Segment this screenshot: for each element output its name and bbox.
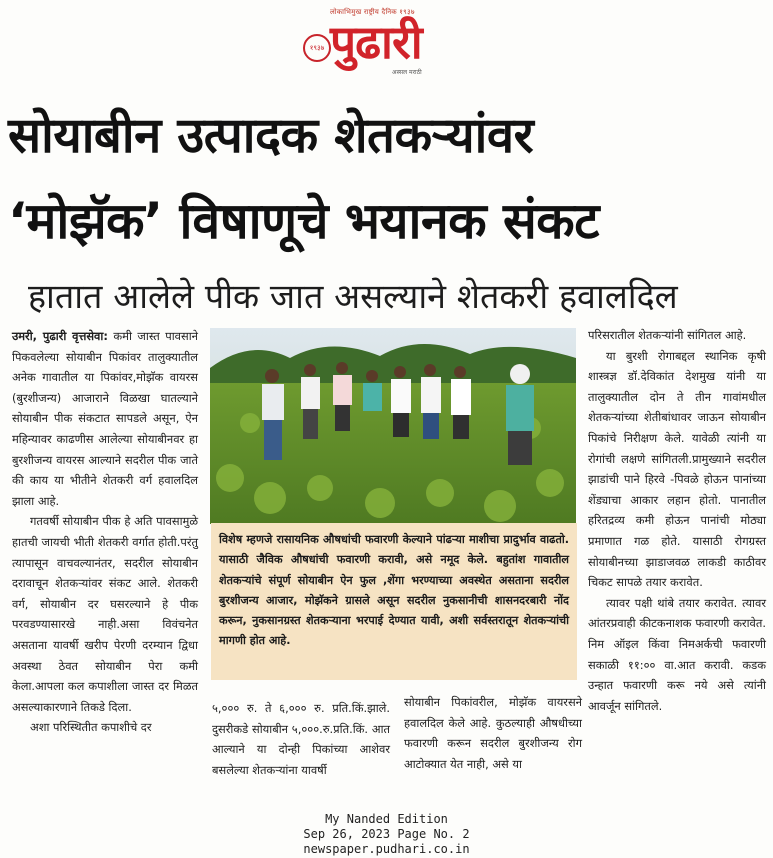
column-3-text: सोयाबीन पिकांवरील, मोझॅक वायरसने हवालदिल केले आहे. कुठल्याही औषधीच्या फवारणी करून सदरील बुरशीजन्य रोग आटोक्यात येत नाही, असे या bbox=[404, 695, 582, 771]
edition-url[interactable]: newspaper.pudhari.co.in bbox=[303, 842, 470, 856]
column-4-paragraph-3: त्यावर पक्षी थांबे तयार करावेत. त्यावर आंतरप्रवाही कीटकनाशक फवारणी करावेत. निम ऑइल किंवा निमअर्कची फवारणी सकाळी ११:०० वा.आत करावी. कडक उन्हात फवारणी करू नये असे त्यांनी आवर्जून सांगितले. bbox=[588, 595, 766, 713]
paragraph-3: अशा परिस्थितीत कपाशीचे दर bbox=[30, 720, 152, 735]
field-inspection-photo bbox=[210, 328, 576, 524]
article-column-3 bbox=[404, 692, 582, 774]
article-column-1 bbox=[12, 326, 198, 738]
masthead-tagline: लोकाभिमुख राष्ट्रीय दैनिक १९३७ bbox=[330, 8, 415, 16]
headline-line-2: ‘मोझॅक’ विषाणूचे भयानक संकट bbox=[8, 192, 599, 250]
masthead-subtitle: अस्सल मराठी bbox=[392, 69, 422, 76]
paragraph-1 bbox=[12, 326, 198, 511]
masthead-emblem-icon: १९३७ bbox=[303, 34, 331, 62]
column-2-text: ५,००० रु. ते ६,००० रु. प्रति.किं.झाले. दुसरीकडे सोयाबीन ५,०००.रु.प्रति.किं. आत आल्याने या दोन्ही पिकांच्या आशेवर बसलेल्या शेतकऱ्यांना यावर्षी bbox=[212, 701, 390, 777]
article-column-2 bbox=[212, 698, 390, 780]
column-4-paragraph-2: या बुरशी रोगाबद्दल स्थानिक कृषी शास्त्रज्ञ डॉ.देविकांत देशमुख यांनी या तालुक्यातील दोन ते तीन गावांमधील शेतकऱ्यांच्या शेतीबांधावर जाऊन सोयाबीन पिकांचे निरीक्षण केले. यावेळी त्यांनी या रोगांची लक्षणे सांगितली.प्रामुख्याने सदरील झाडांची पाने हिरवे -पिवळे होऊन पानांच्या शेंड्याचा आकार लहान होतो. पानातील हरितद्रव्य कमी होऊन पानांची मोठ्या प्रमाणात गळ होते. यासाठी रोगग्रस्त सोयाबीनच्या झाडाजवळ लाकडी काठीवर चिकट सापळे तयार करावेत. bbox=[588, 348, 766, 590]
masthead bbox=[300, 6, 460, 78]
highlight-box bbox=[211, 523, 577, 680]
highlight-text: विशेष म्हणजे रासायनिक औषधांची फवारणी केल्याने पांढऱ्या माशीचा प्रादुर्भाव वाढतो. यासाठी जैविक औषधांची फवारणी करावी, असे नमूद केले. बहुतांश गावातील शेतकऱ्यांचे संपूर्ण सोयाबीन ऐन फुल ,शेंगा भरण्याच्या अवस्थेत असताना सदरील बुरशीजन्य आजार, मोझॅकने ग्रासले असून सदरील नुकसानीची शासनदरबारी नोंद करून, नुकसानग्रस्त शेतकऱ्याना भरपाई देण्यात यावी, अशी सर्वस्तरातून शेतकऱ्यांची मागणी होत आहे. bbox=[219, 533, 569, 648]
headline-line-1: सोयाबीन उत्पादक शेतकऱ्यांवर bbox=[8, 107, 534, 164]
article-column-4 bbox=[588, 325, 766, 716]
paragraph-2: गतवर्षी सोयाबीन पीक हे अति पावसामुळे हातची जायची भीती शेतकरी वर्गात होती.परंतु त्यापासून वाचवल्यानंतर, सदरील सोयाबीन दरावाचून शेतकऱ्यांवर संकट आले. शेतकरी वर्ग, सोयाबीन दर घसरल्याने हे पीक परवडण्यासारखे नाही.असा विवंचनेत असताना यावर्षी खरीप पेरणी दरम्यान द्विधा अवस्था ठेवत सोयाबीन पेरा कमी केला.आपला कल कपाशीला जास्त दर मिळत असल्याकारणाने तिकडे दिला. bbox=[12, 514, 198, 714]
edition-date-page: Sep 26, 2023 Page No. 2 bbox=[303, 827, 470, 841]
paragraph-1-text: कमी जास्त पावसाने पिकवलेल्या सोयाबीन पिकांवर तालुक्यातील अनेक गावातील या पिकांवर,मोझॅक वायरस (बुरशीजन्य) आजाराने विळखा घातल्याने सोयाबीन पीक संकटात सापडले असून, ऐन महिन्यावर काढणीस आलेल्या सोयाबीनवर हा बुरशीजन्य वायरस आल्याने सदरील पीक जाते की काय या भीतीने शेतकरी वर्ग हवालदिल झाला आहे. bbox=[12, 329, 198, 508]
edition-footer bbox=[0, 812, 773, 857]
photo-illustration bbox=[210, 328, 576, 524]
column-4-paragraph-1: परिसरातील शेतकऱ्यांनी सांगितल आहे. bbox=[588, 328, 747, 342]
subheadline: हातात आलेले पीक जात असल्याने शेतकरी हवालदिल bbox=[28, 277, 678, 317]
byline: उमरी, पुढारी वृत्तसेवा: bbox=[12, 329, 108, 343]
edition-name: My Nanded Edition bbox=[325, 812, 448, 826]
masthead-logo: पुढारी bbox=[330, 15, 422, 69]
